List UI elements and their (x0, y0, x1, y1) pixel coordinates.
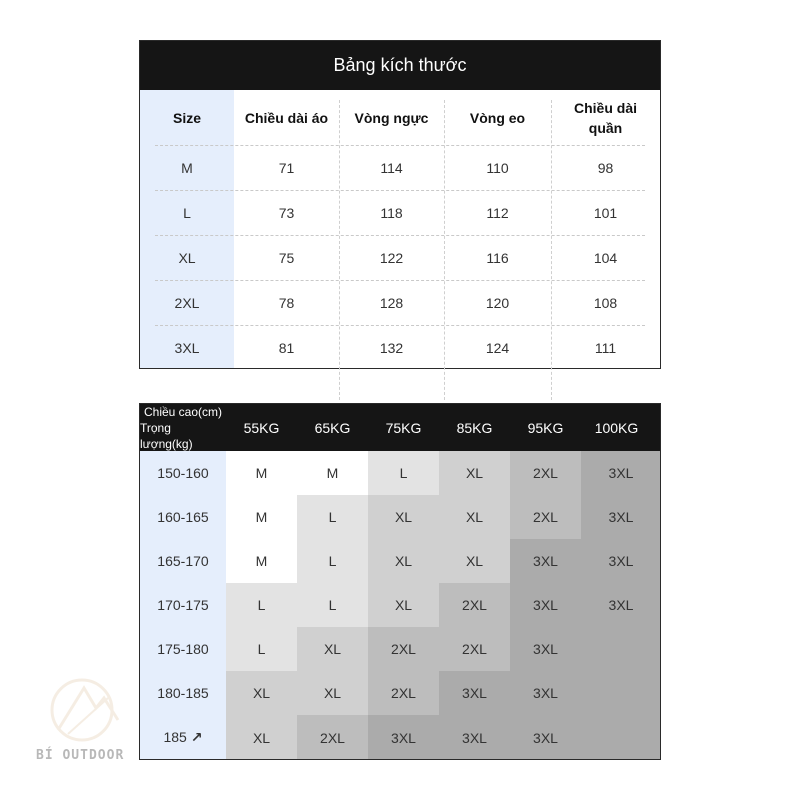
cell-shirt-length: 71 (278, 159, 295, 176)
size-row (140, 190, 660, 235)
height-range-text: 150-160 (157, 465, 209, 481)
cell-chest: 128 (379, 294, 404, 311)
height-range-label (140, 583, 226, 627)
cell-size: 3XL (174, 339, 200, 356)
column-divider (339, 100, 340, 400)
fit-table-header (140, 404, 660, 451)
weight-header-95kg: 95KG (527, 419, 564, 436)
cell-waist: 120 (485, 294, 510, 311)
height-range-text: 185 (163, 729, 187, 745)
height-range-text: 170-175 (157, 597, 209, 613)
cell-pants-length: 101 (593, 204, 618, 221)
weight-header-55kg: 55KG (243, 419, 280, 436)
cell-shirt-length: 78 (278, 294, 295, 311)
cell-chest: 132 (379, 339, 404, 356)
cell-waist: 110 (486, 159, 509, 176)
recommended-size-cell: L (368, 451, 439, 495)
size-chart-title: Bảng kích thước (140, 41, 660, 90)
recommended-size-cell: XL (439, 451, 510, 495)
recommended-size-cell: 3XL (581, 539, 661, 583)
height-range-label (140, 451, 226, 495)
header-pants-length: Chiều dài quần (573, 99, 637, 136)
height-range-label (140, 671, 226, 715)
height-range-text: 180-185 (157, 685, 209, 701)
recommended-size-cell: 2XL (368, 627, 439, 671)
cell-waist: 116 (486, 249, 509, 266)
size-row (140, 235, 660, 280)
recommended-size-cell: XL (439, 539, 510, 583)
brand-watermark-text: BÍ OUTDOOR (36, 748, 125, 763)
size-row (140, 280, 660, 325)
height-range-text: 175-180 (157, 641, 209, 657)
arrow-up-right-icon: ↗ (190, 728, 203, 745)
cell-size: M (181, 159, 193, 176)
height-range-label (140, 539, 226, 583)
header-waist: Vòng eo (469, 109, 526, 126)
recommended-size-cell: 2XL (297, 715, 368, 760)
size-chart-table (139, 40, 661, 369)
size-chart-grid (140, 90, 660, 368)
recommended-size-cell: 2XL (368, 671, 439, 715)
empty-size-cell (581, 715, 661, 760)
recommended-size-cell: 2XL (439, 627, 510, 671)
size-chart-header-row (140, 90, 660, 145)
size-row (140, 145, 660, 190)
cell-chest: 118 (380, 204, 403, 221)
weight-label: Trọng lượng(kg) (140, 420, 193, 451)
height-weight-fit-table (139, 403, 661, 760)
recommended-size-cell: 3XL (510, 539, 581, 583)
recommended-size-cell: XL (368, 583, 439, 627)
recommended-size-cell: XL (368, 495, 439, 539)
cell-pants-length: 108 (593, 294, 618, 311)
recommended-size-cell: 3XL (581, 583, 661, 627)
cell-shirt-length: 75 (278, 249, 295, 266)
cell-shirt-length: 81 (278, 339, 295, 356)
cell-pants-length: 111 (594, 339, 617, 356)
recommended-size-cell: XL (297, 627, 368, 671)
weight-header-65kg: 65KG (314, 419, 351, 436)
recommended-size-cell: 3XL (510, 671, 581, 715)
recommended-size-cell: 3XL (368, 715, 439, 760)
recommended-size-cell: XL (439, 495, 510, 539)
header-chest: Vòng ngực (354, 109, 429, 126)
recommended-size-cell: 3XL (439, 715, 510, 760)
cell-shirt-length: 73 (278, 204, 295, 221)
recommended-size-cell: XL (226, 671, 297, 715)
height-label: Chiều cao(cm) (143, 404, 223, 419)
recommended-size-cell: L (297, 583, 368, 627)
cell-pants-length: 104 (593, 249, 618, 266)
recommended-size-cell: 2XL (439, 583, 510, 627)
height-range-text: 160-165 (157, 509, 209, 525)
cell-waist: 112 (486, 204, 509, 221)
recommended-size-cell: M (297, 451, 368, 495)
cell-chest: 122 (379, 249, 404, 266)
empty-size-cell (581, 671, 661, 715)
header-size: Size (172, 109, 201, 126)
recommended-size-cell: L (297, 539, 368, 583)
recommended-size-cell: M (226, 451, 297, 495)
recommended-size-cell: XL (226, 715, 297, 760)
weight-header-75kg: 75KG (385, 419, 422, 436)
recommended-size-cell: 3XL (581, 495, 661, 539)
empty-size-cell (581, 627, 661, 671)
recommended-size-cell: 3XL (510, 715, 581, 760)
recommended-size-cell: 3XL (581, 451, 661, 495)
weight-header-85kg: 85KG (456, 419, 493, 436)
size-row (140, 325, 660, 370)
recommended-size-cell: XL (297, 671, 368, 715)
height-range-label (140, 495, 226, 539)
recommended-size-cell: XL (368, 539, 439, 583)
cell-size: 2XL (174, 294, 200, 311)
column-divider (444, 100, 445, 400)
cell-size: L (183, 204, 191, 221)
height-range-label (140, 715, 226, 759)
recommended-size-cell: 3XL (510, 627, 581, 671)
recommended-size-cell: 3XL (439, 671, 510, 715)
weight-header-100kg: 100KG (594, 419, 639, 436)
recommended-size-cell: 2XL (510, 495, 581, 539)
cell-waist: 124 (485, 339, 510, 356)
recommended-size-cell: L (297, 495, 368, 539)
recommended-size-cell: M (226, 495, 297, 539)
cell-pants-length: 98 (597, 159, 614, 176)
recommended-size-cell: L (226, 627, 297, 671)
height-range-text: 165-170 (157, 553, 209, 569)
recommended-size-cell: 2XL (510, 451, 581, 495)
height-range-label (140, 627, 226, 671)
fit-table-corner (140, 404, 226, 451)
recommended-size-cell: 3XL (510, 583, 581, 627)
cell-size: XL (178, 249, 196, 266)
recommended-size-cell: L (226, 583, 297, 627)
column-divider (551, 100, 552, 400)
cell-chest: 114 (380, 159, 403, 176)
header-shirt-length: Chiều dài áo (244, 109, 329, 126)
recommended-size-cell: M (226, 539, 297, 583)
